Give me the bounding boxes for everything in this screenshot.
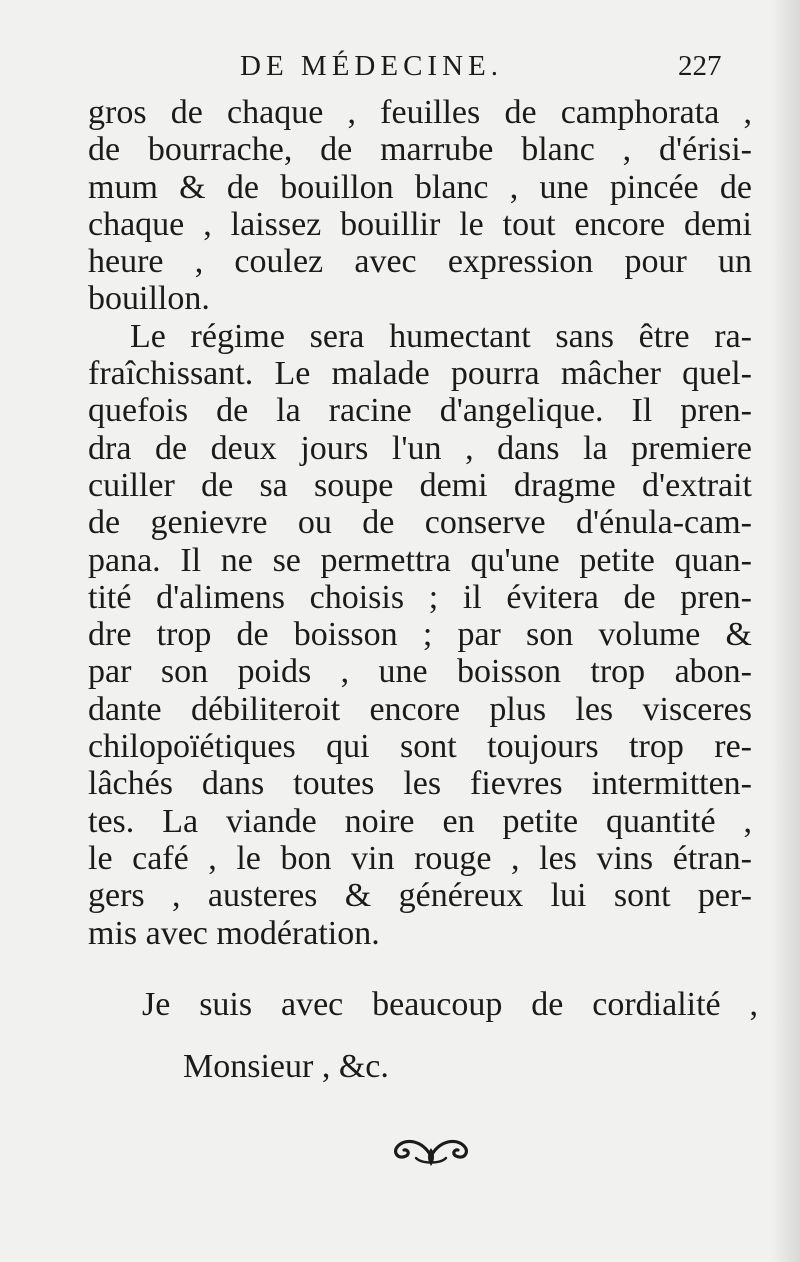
text-line: tes. La viande noire en petite quantité ,	[88, 802, 752, 840]
paragraph-1	[88, 94, 752, 318]
text-line: mum & de bouillon blanc , une pincée de	[88, 168, 752, 206]
text-line: pana. Il ne se permettra qu'une petite quan-	[88, 541, 752, 579]
paragraph-2	[88, 318, 752, 952]
text-line: heure , coulez avec expression pour un	[88, 243, 752, 281]
text-line: de genievre ou de conserve d'énula-cam-	[88, 504, 752, 542]
salutation: Monsieur , &c.	[183, 1048, 389, 1085]
text-line: mis avec modération.	[88, 914, 380, 952]
text-line: bouillon.	[88, 280, 210, 318]
text-line: gers , austeres & généreux lui sont per-	[88, 877, 752, 915]
text-line: dre trop de boisson ; par son volume &	[88, 616, 752, 654]
running-head	[0, 50, 800, 90]
text-line: dante débiliteroit encore plus les visceres	[88, 690, 752, 728]
text-line: lâchés dans toutes les fievres intermitten-	[88, 765, 752, 803]
text-line: cuiller de sa soupe demi dragme d'extrait	[88, 466, 752, 504]
text-line: par son poids , une boisson trop abon-	[88, 653, 752, 691]
text-line: quefois de la racine d'angelique. Il pren-	[88, 392, 752, 430]
letter-closing	[88, 985, 758, 1087]
page-number: 227	[678, 50, 722, 82]
text-line: de bourrache, de marrube blanc , d'érisi-	[88, 131, 752, 169]
body-text	[88, 94, 752, 952]
text-line: dra de deux jours l'un , dans la premiere	[88, 429, 752, 467]
text-line: chaque , laissez bouillir le tout encore demi	[88, 205, 752, 243]
text-line: chilopoïétiques qui sont toujours trop re-	[88, 728, 752, 766]
printers-ornament-icon	[386, 1130, 476, 1170]
text-line: Le régime sera humectant sans être ra-	[130, 317, 752, 355]
running-head-title: DE MÉDECINE.	[240, 50, 503, 82]
text-line: le café , le bon vin rouge , les vins étran-	[88, 839, 752, 877]
text-line: tité d'alimens choisis ; il évitera de pren-	[88, 578, 752, 616]
text-line: gros de chaque , feuilles de camphorata ,	[88, 94, 752, 131]
page-edge-shadow	[770, 0, 800, 1262]
text-line: fraîchissant. Le malade pourra mâcher quel-	[88, 355, 752, 393]
closing-line: Je suis avec beaucoup de cordialité ,	[142, 986, 758, 1023]
